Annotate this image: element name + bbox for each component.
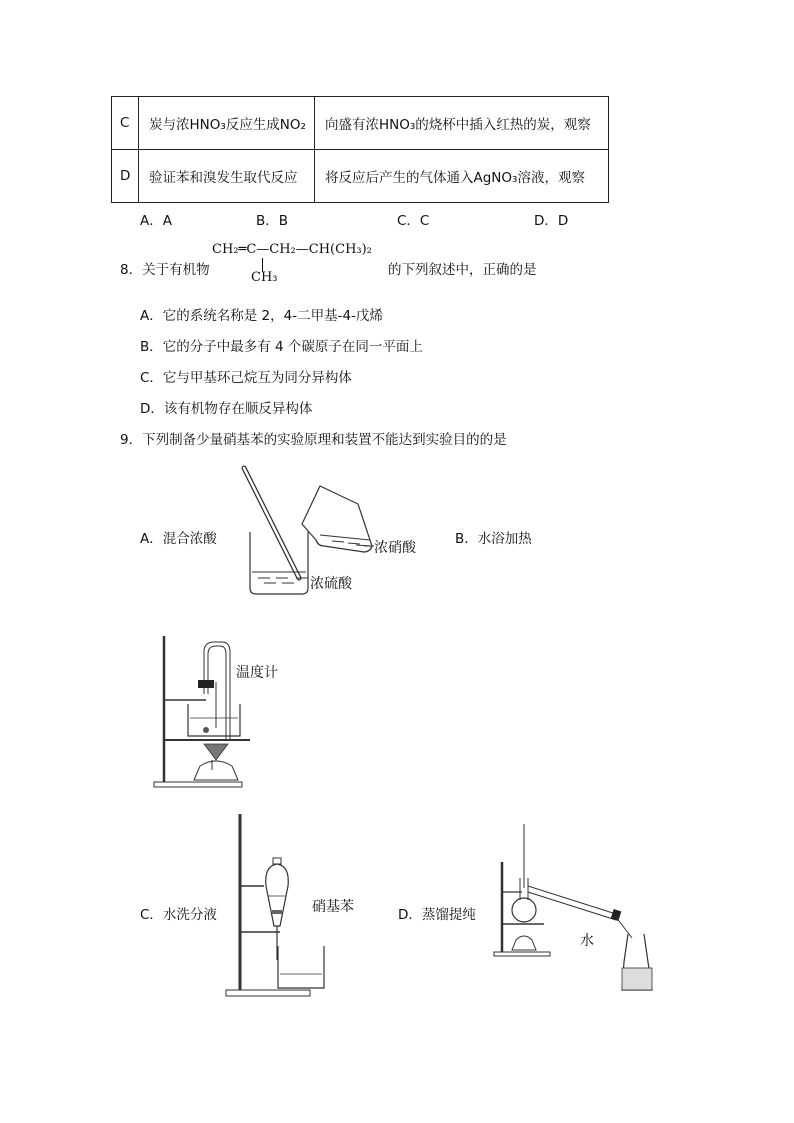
row-operation: 将反应后产生的气体通入AgNO₃溶液，观察 — [315, 150, 609, 203]
row-key: D — [112, 150, 139, 203]
label-thermometer: 温度计 — [236, 665, 278, 681]
row-purpose: 验证苯和溴发生取代反应 — [139, 150, 315, 203]
table-row — [112, 97, 609, 150]
options-table — [111, 96, 609, 203]
q7-choice-b[interactable]: B．B — [256, 213, 289, 229]
figure-water-bath — [150, 632, 260, 792]
q9-option-b[interactable]: B．水浴加热 — [455, 531, 532, 547]
q9-option-d[interactable]: D．蒸馏提纯 — [398, 907, 476, 923]
q8-option-b[interactable]: B．它的分子中最多有 4 个碳原子在同一平面上 — [140, 339, 423, 355]
q8-option-d[interactable]: D．该有机物存在顺反异构体 — [140, 401, 313, 417]
q9-option-a[interactable]: A．混合浓酸 — [140, 531, 217, 547]
q8-formula-main: CH₂═C—CH₂—CH(CH₃)₂ — [212, 242, 372, 257]
table-row — [112, 150, 609, 203]
row-key: C — [112, 97, 139, 150]
q7-choice-a[interactable]: A．A — [140, 213, 172, 229]
label-nitrobenzene: 硝基苯 — [312, 899, 354, 915]
q8-formula-branch: CH₃ — [251, 270, 278, 285]
q7-choice-d[interactable]: D．D — [534, 213, 569, 229]
q8-option-c[interactable]: C．它与甲基环己烷互为同分异构体 — [140, 370, 352, 386]
q8-option-a[interactable]: A．它的系统名称是 2，4-二甲基-4-戊烯 — [140, 308, 383, 324]
label-water: 水 — [580, 933, 594, 949]
q8-stem-prefix: 8．关于有机物 — [120, 262, 210, 278]
q9-option-c[interactable]: C．水洗分液 — [140, 907, 217, 923]
label-conc-sulfuric: 浓硫酸 — [310, 576, 352, 592]
label-conc-nitric: 浓硝酸 — [374, 540, 416, 556]
row-purpose: 炭与浓HNO₃反应生成NO₂ — [139, 97, 315, 150]
q9-stem: 9．下列制备少量硝基苯的实验原理和装置不能达到实验目的的是 — [120, 432, 507, 448]
q8-stem-suffix: 的下列叙述中，正确的是 — [388, 262, 537, 278]
q7-choice-c[interactable]: C．C — [397, 213, 430, 229]
row-operation: 向盛有浓HNO₃的烧杯中插入红热的炭，观察 — [315, 97, 609, 150]
figure-distillation — [492, 822, 657, 997]
